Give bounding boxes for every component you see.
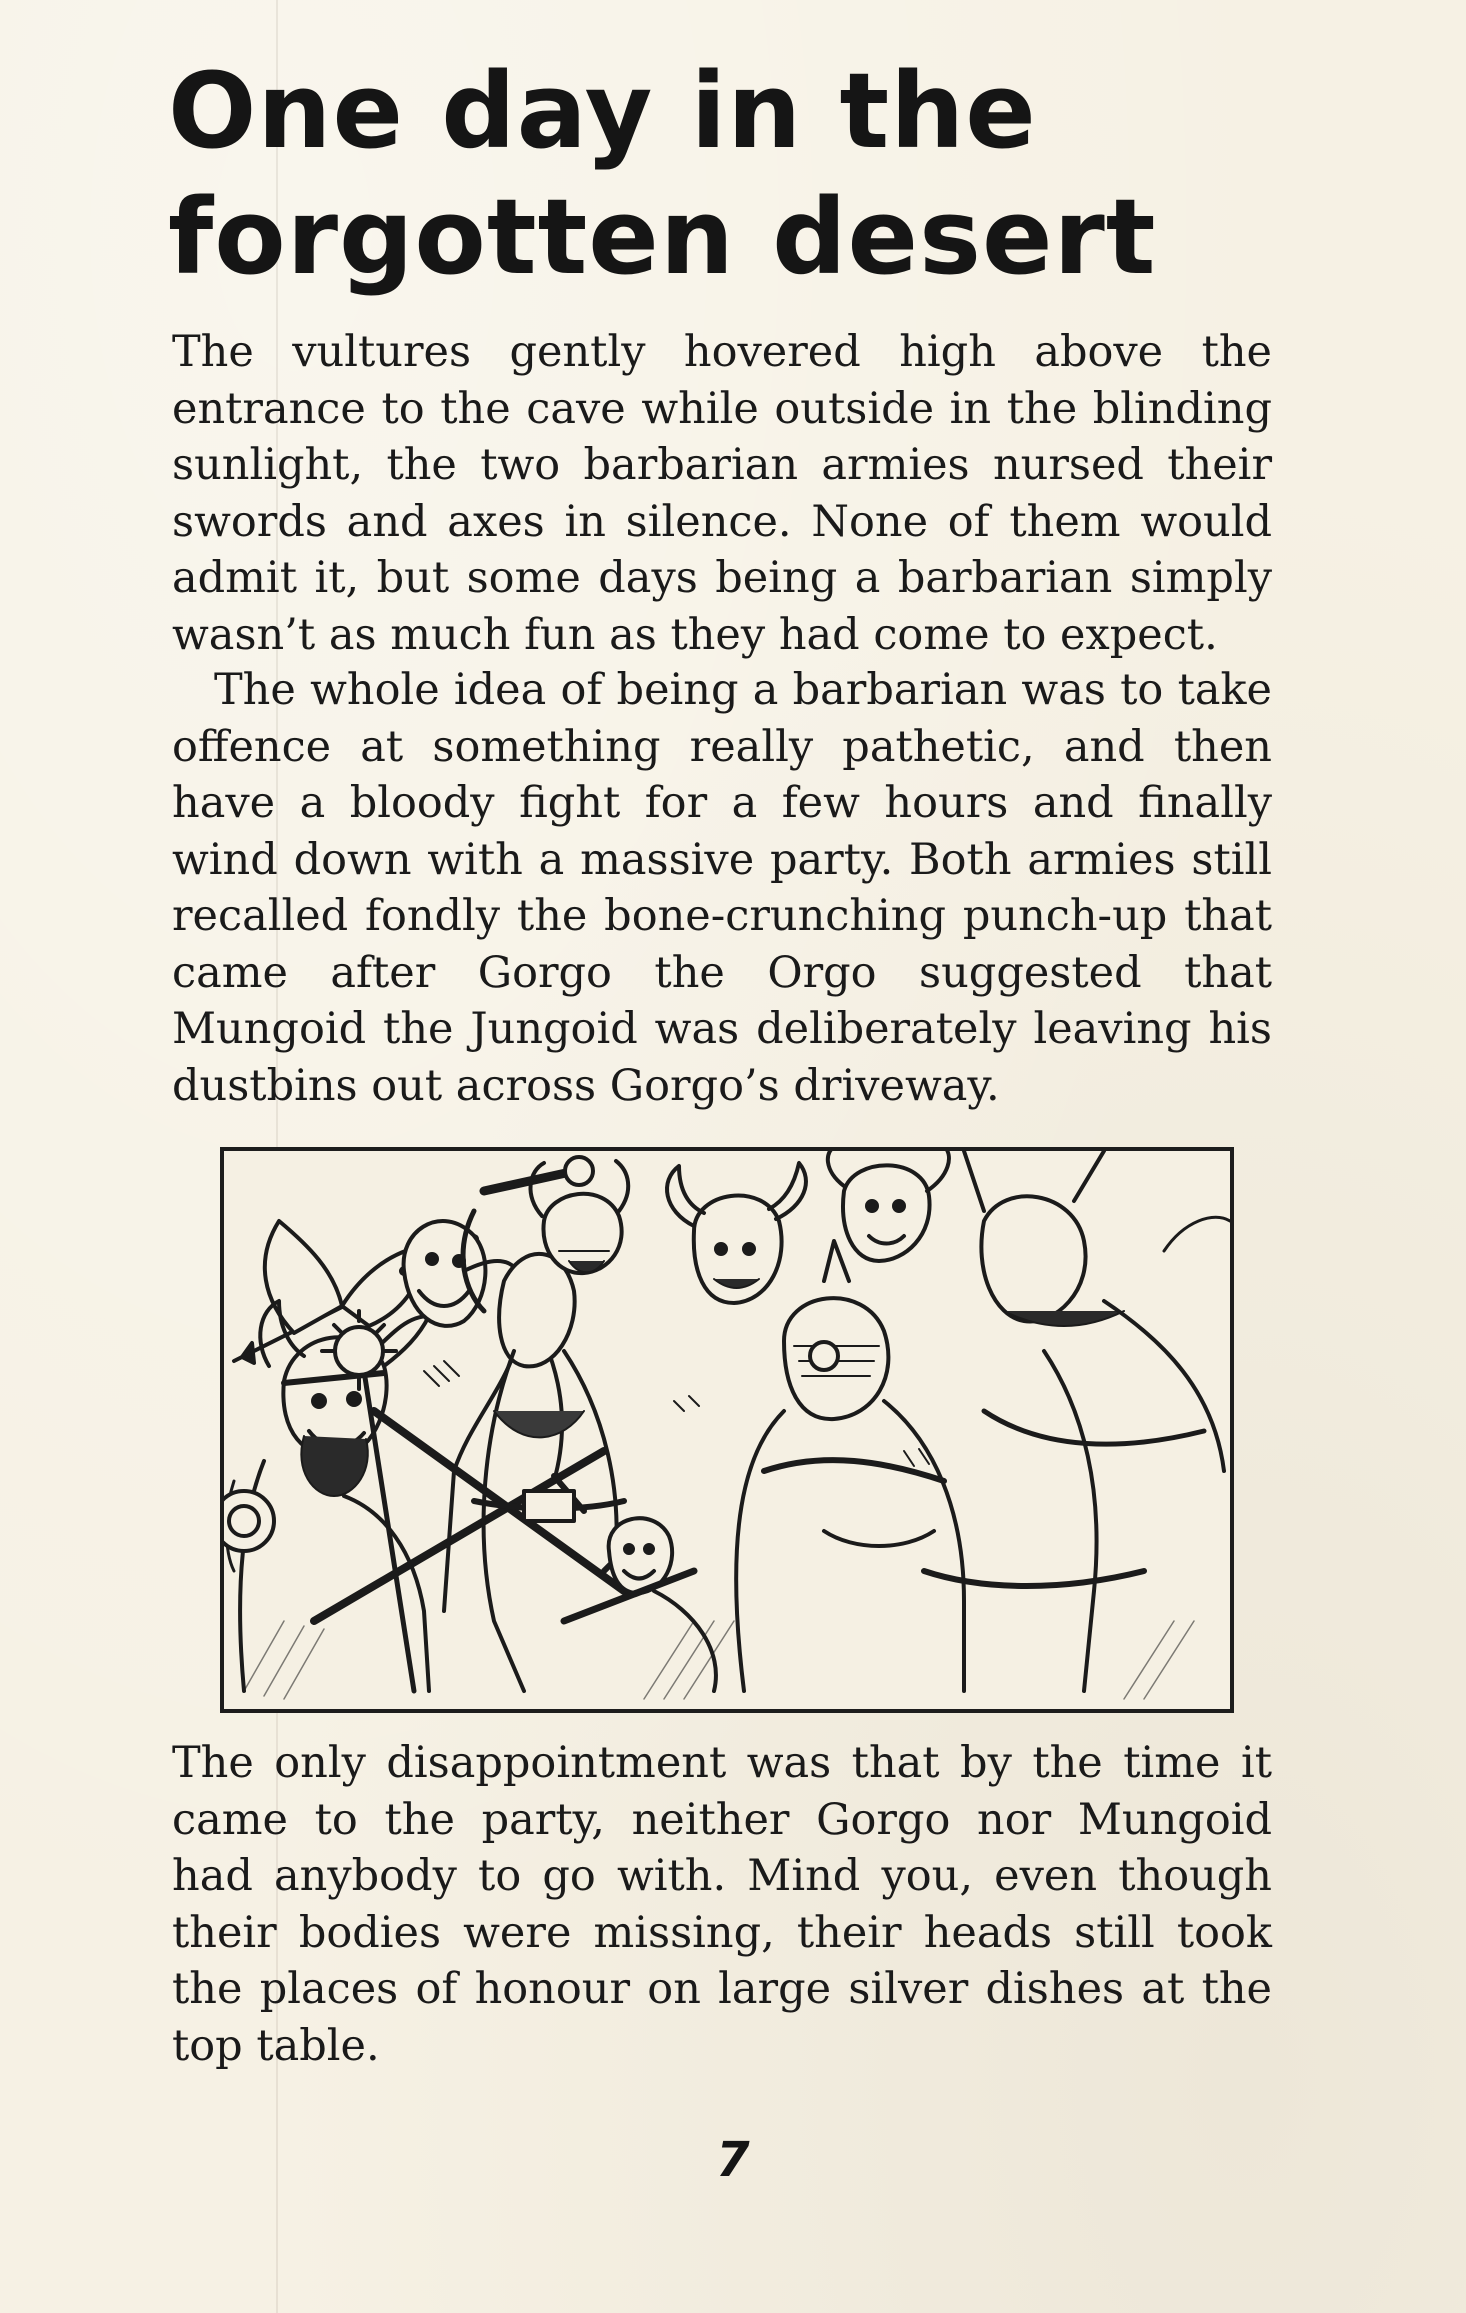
barbarian-brawl-illustration <box>220 1147 1234 1713</box>
paragraph-3: The only disappointment was that by the time it came to the party, neither Gorgo nor Mungoid had anybody to go with. Mind you, even though their bodies were missing, their heads still took the places of honour on large silver dishes at the top table. <box>172 1738 1272 2071</box>
heading-line-2: forgotten desert <box>168 176 1157 298</box>
heading-line-1: One day in the <box>168 50 1037 172</box>
paragraph-2: The whole idea of being a barbarian was to take offence at something really pathetic, and then have a bloody fight for a few hours and finally wind down with a massive party. Both armies still recalled fondly the bone-crunching punch-up that came after Gorgo the Orgo suggested that Mungoid the Jungoid was deliberately leaving his dustbins out across Gorgo’s driveway. <box>172 665 1272 1111</box>
page-number: 7 <box>716 2132 750 2188</box>
chapter-heading <box>168 48 1318 300</box>
paragraph-1: The vultures gently hovered high above the entrance to the cave while outside in the blinding sunlight, the two barbarian armies nursed their swords and axes in silence. None of them would admit it, but some days being a barbarian simply wasn’t as much fun as they had come to expect. <box>172 327 1272 660</box>
illustration-drawing <box>224 1151 1230 1709</box>
